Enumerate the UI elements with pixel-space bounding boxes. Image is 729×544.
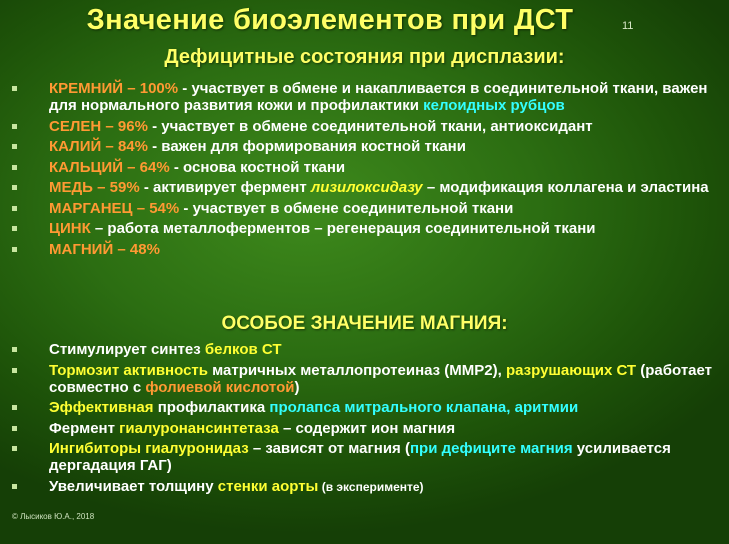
element-name: ЦИНК [49,220,91,237]
element-percent: – 100% [123,80,179,97]
item-highlight: Ингибиторы гиалуронидаз [49,440,249,457]
element-highlight: келоидных рубцов [423,97,565,114]
element-name: МАГНИЙ [49,240,114,258]
list-item [0,399,729,416]
square-bullet-icon [12,86,17,91]
slide-title: Значение биоэлементов при ДСТ [86,4,574,36]
magnesium-list [0,341,729,499]
element-name: МЕДЬ [49,179,93,196]
element-description: - участвует в обмене соединительной ткани, антиоксидант [147,117,593,135]
copyright-footer: © Лысиков Ю.А., 2018 [12,512,95,521]
item-highlight: Эффективная [49,399,154,416]
item-highlight: стенки аорты [217,477,319,495]
item-text: ) [294,378,300,396]
list-item [0,179,729,196]
element-percent: – 54% [132,199,180,217]
square-bullet-icon [12,124,17,129]
element-description-tail: – модификация коллагена и эластина [422,179,709,196]
element-percent: – 84% [101,138,148,155]
square-bullet-icon [12,144,17,149]
element-percent: – 48% [113,240,160,258]
item-text: усиливается дергадация ГАГ) [49,440,671,474]
item-note: (в эксперименте) [318,479,424,494]
list-item [0,341,729,358]
square-bullet-icon [12,206,17,211]
item-highlight: фолиевой кислотой [145,378,295,396]
element-percent: – 96% [101,117,148,135]
element-name: КАЛИЙ [49,138,102,155]
element-name: КАЛЬЦИЙ [49,158,123,176]
item-highlight: Тормозит активность [49,361,208,379]
element-description: - основа костной ткани [169,158,346,176]
element-percent: – 59% [92,179,140,196]
element-description: - активирует фермент [139,179,311,196]
item-highlight: разрушающих СТ [505,361,637,379]
item-highlight: пролапса митрального клапана, аритмии [269,399,579,416]
element-name: СЕЛЕН [49,117,102,135]
item-text: Стимулирует синтез [49,341,205,358]
square-bullet-icon [12,247,17,252]
list-item [0,420,729,437]
list-item [0,362,729,396]
square-bullet-icon [12,484,17,489]
list-item [0,220,729,237]
square-bullet-icon [12,185,17,190]
square-bullet-icon [12,368,17,373]
square-bullet-icon [12,446,17,451]
deficiency-list [0,80,729,261]
element-description: - участвует в обмене соединительной ткани [179,199,514,217]
item-text: – содержит ион магния [278,419,456,437]
list-item [0,200,729,217]
element-name: КРЕМНИЙ [49,80,124,97]
item-highlight: гиалуронансинтетаза [119,419,279,437]
list-item [0,241,729,258]
slide-number: 11 [622,20,634,32]
element-description: - важен для формирования костной ткани [147,138,466,155]
item-text: профилактика [153,399,270,416]
item-text: – зависят от магния ( [248,440,410,457]
item-text: Увеличивает толщину [49,477,218,495]
section-title: ОСОБОЕ ЗНАЧЕНИЕ МАГНИЯ: [221,313,508,334]
element-highlight: лизилоксидазу [310,179,423,196]
square-bullet-icon [12,165,17,170]
item-text: Фермент [49,419,120,437]
element-name: МАРГАНЕЦ [49,199,133,217]
list-item [0,440,729,474]
square-bullet-icon [12,405,17,410]
element-percent: – 64% [123,158,170,176]
item-text: (работает совместно с [49,361,712,396]
list-item [0,80,729,114]
square-bullet-icon [12,426,17,431]
element-description: - участвует в обмене и накапливается в соединительной ткани, важен для нормального развития кожи и профилактики [49,80,708,114]
item-text: матричных металлопротеиназ (ММР2), [207,361,506,379]
item-highlight: при дефиците магния [409,440,573,457]
element-description: – работа металлоферментов – регенерация соединительной ткани [90,220,596,237]
list-item [0,159,729,176]
square-bullet-icon [12,347,17,352]
list-item [0,138,729,155]
list-item [0,478,729,496]
item-highlight: белков СТ [204,341,282,358]
slide-subtitle: Дефицитные состояния при дисплазии: [164,46,565,68]
list-item [0,118,729,135]
square-bullet-icon [12,226,17,231]
